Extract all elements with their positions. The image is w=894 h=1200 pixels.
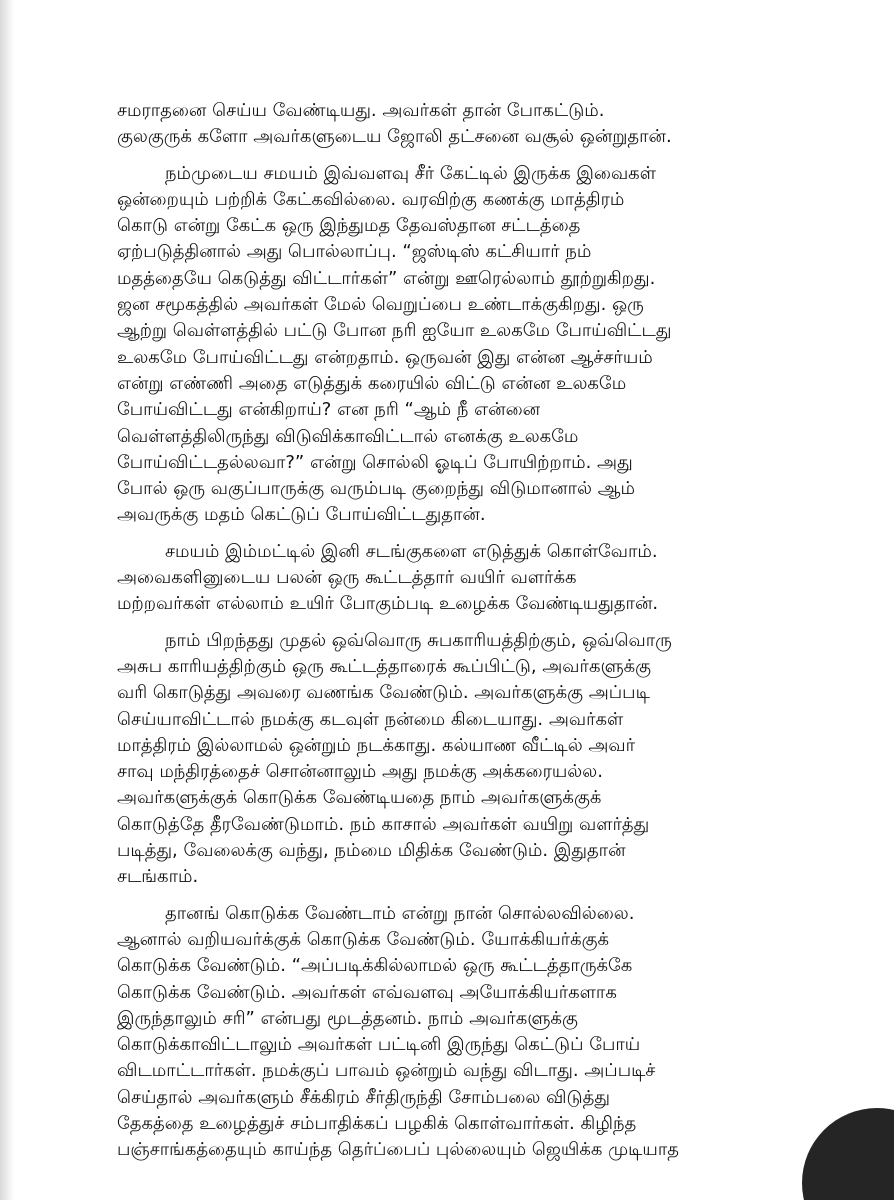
text-line: சமராதனை செய்ய வேண்டியது. அவர்கள் தான் போகட்டும். bbox=[117, 100, 605, 121]
text-line: குலகுருக் களோ அவர்களுடைய ஜோலி தட்சனை வசூல் ஒன்றுதான். bbox=[117, 126, 672, 148]
paragraph-2 bbox=[117, 161, 877, 529]
text-line: அசுப காரியத்திற்கும் ஒரு கூட்டத்தாரைக் கூப்பிட்டு, அவர்களுக்கு bbox=[117, 655, 652, 677]
text-line: விடமாட்டார்கள். நமக்குப் பாவம் ஒன்றும் வந்து விடாது. அப்படிச் bbox=[117, 1060, 656, 1082]
text-line: பஞ்சாங்கத்தையும் காய்ந்த தெர்ப்பைப் புல்லையும் ஜெயிக்க முடியாத bbox=[117, 1139, 679, 1161]
text-line: மற்றவர்கள் எல்லாம் உயிர் போகும்படி உழைக்க வேண்டியதுதான். bbox=[117, 593, 659, 615]
text-line: என்று எண்ணி அதை எடுத்துக் கரையில் விட்டு என்ன உலகமே bbox=[117, 372, 627, 394]
paragraph-3 bbox=[117, 539, 877, 618]
text-line: உலகமே போய்விட்டது என்றதாம். ஒருவன் இது என்ன ஆச்சர்யம் bbox=[117, 346, 653, 368]
text-line: நாம் பிறந்தது முதல் ஒவ்வொரு சுபகாரியத்திற்கும், ஒவ்வொரு bbox=[165, 629, 672, 651]
text-line: சாவு மந்திரத்தைச் சொன்னாலும் அது நமக்கு அக்கரையல்ல. bbox=[117, 761, 603, 783]
text-line: அவருக்கு மதம் கெட்டுப் போய்விட்டதுதான். bbox=[117, 504, 486, 526]
text-line: செய்தால் அவர்களும் சீக்கிரம் சீர்திருந்தி சோம்பலை விடுத்து bbox=[117, 1086, 610, 1108]
paragraph-5 bbox=[117, 901, 877, 1164]
text-line: செய்யாவிட்டால் நமக்கு கடவுள் நன்மை கிடையாது. அவர்கள் bbox=[117, 708, 624, 730]
page-edge-shadow bbox=[0, 0, 14, 1200]
text-line: அவைகளினுடைய பலன் ஒரு கூட்டத்தார் வயிர் வளர்க்க bbox=[117, 567, 577, 589]
text-line: ஏற்படுத்தினால் அது பொல்லாப்பு. “ஜஸ்டிஸ் கட்சியார் நம் bbox=[117, 241, 592, 263]
text-line: அவர்களுக்குக் கொடுக்க வேண்டியதை நாம் அவர்களுக்குக் bbox=[117, 787, 602, 809]
text-line: போய்விட்டதல்லவா?” என்று சொல்லி ஓடிப் போயிற்றாம். அது bbox=[117, 451, 633, 473]
text-line: படித்து, வேலைக்கு வந்து, நம்மை மிதிக்க வேண்டும். இதுதான் bbox=[117, 840, 626, 862]
document-body bbox=[117, 98, 877, 1174]
text-line: ஆனால் வறியவர்க்குக் கொடுக்க வேண்டும். யோக்கியர்க்குக் bbox=[117, 928, 609, 950]
text-line: ஆற்று வெள்ளத்தில் பட்டு போன நரி ஐயோ உலகமே போய்விட்டது bbox=[117, 320, 672, 342]
paragraph-1 bbox=[117, 98, 877, 151]
text-line: கொடுக்காவிட்டாலும் அவர்கள் பட்டினி இருந்து கெட்டுப் போய் bbox=[117, 1034, 641, 1056]
text-line: மாத்திரம் இல்லாமல் ஒன்றும் நடக்காது. கல்யாண வீட்டில் அவர் bbox=[117, 734, 636, 756]
text-line: சமயம் இம்மட்டில் இனி சடங்குகளை எடுத்துக் கொள்வோம். bbox=[165, 540, 658, 562]
text-line: கொடுத்தே தீரவேண்டுமாம். நம் காசால் அவர்கள் வயிறு வளர்த்து bbox=[117, 813, 650, 835]
text-line: கொடுக்க வேண்டும். “அப்படிக்கில்லாமல் ஒரு கூட்டத்தாருக்கே bbox=[117, 955, 633, 977]
text-line: போல் ஒரு வகுப்பாருக்கு வரும்படி குறைந்து விடுமானால் ஆம் bbox=[117, 478, 635, 500]
text-line: நம்முடைய சமயம் இவ்வளவு சீர் கேட்டில் இருக்க இவைகள் bbox=[165, 162, 656, 184]
text-line: போய்விட்டது என்கிறாய்? என நரி “ஆம் நீ என்னை bbox=[117, 399, 541, 421]
text-line: தானங் கொடுக்க வேண்டாம் என்று நான் சொல்லவில்லை. bbox=[165, 902, 635, 924]
text-line: தேகத்தை உழைத்துச் சம்பாதிக்கப் பழகிக் கொள்வார்கள். கிழிந்த bbox=[117, 1112, 637, 1134]
text-line: கொடுக்க வேண்டும். அவர்கள் எவ்வளவு அயோக்கியர்களாக bbox=[117, 981, 617, 1003]
text-line: கொடு என்று கேட்க ஒரு இந்துமத தேவஸ்தான சட்டத்தை bbox=[117, 215, 581, 237]
text-line: ஜன சமூகத்தில் அவர்கள் மேல் வெறுப்பை உண்டாக்குகிறது. ஒரு bbox=[117, 294, 644, 316]
text-line: மதத்தையே கெடுத்து விட்டார்கள்” என்று ஊரெல்லாம் தூற்றுகிறது. bbox=[117, 267, 656, 289]
text-line: இருந்தாலும் சரி” என்பது மூடத்தனம். நாம் அவர்களுக்கு bbox=[117, 1007, 578, 1029]
text-line: வரி கொடுத்து அவரை வணங்க வேண்டும். அவர்களுக்கு அப்படி bbox=[117, 682, 650, 704]
text-line: சடங்காம். bbox=[117, 866, 199, 888]
text-line: வெள்ளத்திலிருந்து விடுவிக்காவிட்டால் எனக்கு உலகமே bbox=[117, 425, 579, 447]
text-line: ஒன்றையும் பற்றிக் கேட்கவில்லை. வரவிற்கு கணக்கு மாத்திரம் bbox=[117, 188, 625, 210]
paragraph-4 bbox=[117, 628, 877, 891]
